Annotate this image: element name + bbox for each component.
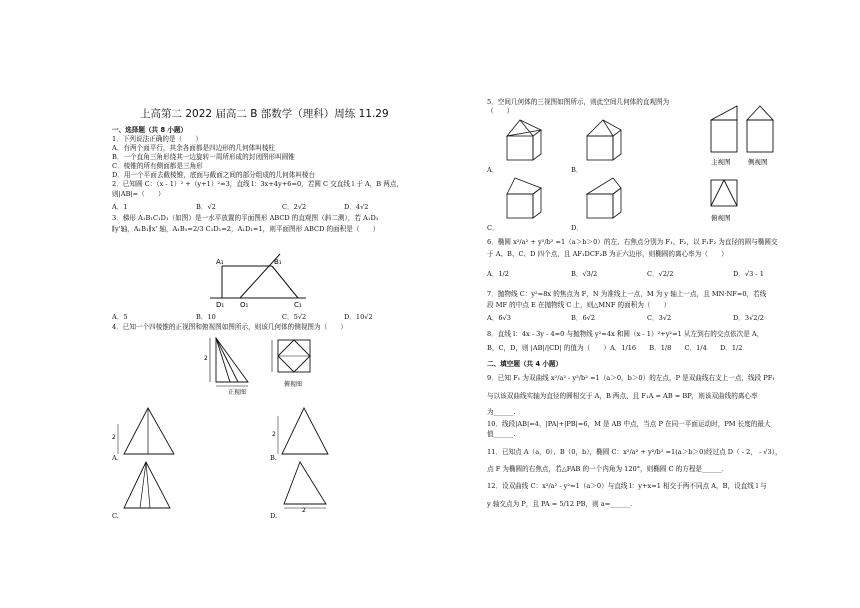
q2-option-b: B．√2	[196, 203, 216, 211]
q3-option-d: D．10√2	[344, 313, 373, 321]
q12-stem-line1: 12．设双曲线 C：x²/a² - y²=1（a＞0）与直线 l：y+x=1 相交于两不同点 A，B，设直线 l 与	[487, 482, 767, 490]
q7-stem-line2: 段 MF 的中点 E 在抛物线 C 上，则△MNF 的面积为（ ）	[487, 301, 671, 309]
q4-option-c-figure	[120, 460, 180, 512]
q11-stem-line1: 11．已知点 A（a，0）、B（0，b），椭圆 C：x²/a² + y²/b² =1(a＞b＞0)经过点 D（ - 2， - √3），	[487, 448, 782, 456]
q5-three-views	[707, 104, 797, 224]
q4-stem: 4．已知一个四棱锥的正视图和俯视图如图所示，则该几何体的侧视图为（ ）	[112, 323, 347, 331]
q9-stem-line3: 为______.	[487, 408, 516, 416]
q7-option-c: C．3√2	[647, 314, 672, 322]
q4-option-b-figure	[272, 406, 338, 458]
q5-option-d-figure	[583, 176, 629, 220]
q4-option-b: B.	[270, 454, 277, 462]
page-title: 上高第二 2022 届高二 B 部数学（理科）周练 11.29	[140, 108, 389, 120]
q1-stem: 1．下列说法正确的是（ ）	[112, 135, 202, 143]
q2-stem-line1: 2．已知圆 C：（x - 1）² +（y+1）²=3，直线 l：3x+4y+6=0，若圆 C 交直线 l 于 A，B 两点，	[112, 180, 404, 188]
q6-option-d: D．√3 - 1	[733, 270, 764, 278]
front-view-label: 正视图	[228, 389, 247, 396]
q7-option-a: A．6√3	[487, 314, 511, 322]
label-a1: A₁	[216, 258, 224, 266]
q5-option-d: D．	[571, 224, 583, 232]
q10-stem-line1: 10．线段|AB|=4，|PA|+|PB|=6，M 是 AB 中点，当点 P 在同一平面运动时，PM 长度的最大	[487, 420, 771, 428]
q5-option-a: A．	[487, 166, 499, 174]
q11-stem-line2: 点 F 为椭圆的右焦点，若△FAB 的一个内角为 120°，则椭圆 C 的方程是______.	[487, 465, 724, 473]
q2-option-d: D．4√2	[344, 203, 369, 211]
svg-text:2: 2	[272, 431, 276, 438]
q3-option-c: C．5√2	[282, 313, 307, 321]
q9-stem-line2: 与以该双曲线实轴为直径的圆相交于 A，B 两点，且 F₁A = AB = BP，则该双曲线的离心率	[487, 392, 758, 400]
q7-option-b: B．6√2	[571, 314, 596, 322]
q6-stem-line2: 于 A、B、C、D 四个点，且 AF₁DCF₂B 为正六边形，则椭圆的离心率为（ ）	[487, 250, 728, 258]
q2-stem-line2: 则|AB|=（ ）	[112, 190, 165, 198]
q2-option-a: A．1	[112, 203, 128, 211]
q8-stem-line1: 8．直线 l：4x - 3y - 4=0 与抛物线 y²=4x 和圆（x - 1）²+y²=1 从左到右的交点依次是 A，	[487, 330, 764, 338]
section-fill: 二、填空题（共 4 小题）	[487, 360, 563, 368]
q5-option-c-figure	[503, 176, 549, 220]
label-b1: B₁	[274, 258, 282, 266]
q3-option-b: B．10	[196, 313, 216, 321]
q4-option-c: C.	[112, 512, 119, 520]
q5-option-a-figure	[503, 118, 549, 162]
main-view-label: 主视图	[711, 158, 731, 166]
q10-stem-line2: 值______.	[487, 430, 516, 438]
trapezoid-right-edge	[272, 266, 298, 298]
q3-trapezoid-figure	[210, 254, 320, 308]
q2-option-c: C．2√2	[282, 203, 307, 211]
q8-stem-line2: B，C，D，则 |AB|/|CD| 的值为（ ）A．1/16 B．1/8 C．1/4 D．1/2	[487, 344, 743, 352]
q4-option-a: A.	[112, 454, 119, 462]
q1-option-b: B．一个直角三角形绕其一边旋转一周所形成的封闭图形叫圆锥	[112, 153, 295, 161]
label-o1: O₁	[240, 301, 249, 309]
q4-front-view	[204, 336, 258, 396]
svg-text:2: 2	[302, 507, 306, 514]
q9-stem-line1: 9．已知 F₁ 为双曲线 x²/a² - y²/b² =1（a＞0，b＞0）的左点，P 是双曲线右支上一点，线段 PF₁	[487, 374, 775, 382]
q7-option-d: D．3√2/2	[733, 314, 764, 322]
q1-option-c: C．棱锥的所有侧面都是三角形	[112, 162, 203, 170]
q6-stem-line1: 6．椭圆 x²/a² + y²/b² =1（a＞b＞0）的左、右焦点分别为 F₁、F₂，以 F₁F₂ 为直径的圆与椭圆交	[487, 238, 778, 246]
q4-option-d-figure	[278, 460, 338, 512]
top-view-label: 俯视图	[284, 381, 303, 388]
q7-stem-line1: 7．抛物线 C：y²=8x 的焦点为 F，N 为准线上一点，M 为 y 轴上一点，且 MN·NF=0，若线	[487, 290, 767, 298]
q5-stem-line2: （ ）	[487, 107, 514, 115]
q4-top-view	[270, 336, 320, 396]
q1-option-d: D．用一个平面去截棱锥，底面与截面之间的部分组成的几何体叫棱台	[112, 171, 316, 179]
q5-option-c: C．	[487, 224, 499, 232]
q3-stem-line2: ∥y'轴，A₁B₁∥x' 轴，A₁B₁=2/3 C₁D₁=2，A₁D₁=1，则平面图形 ABCD 的面积是（ ）	[112, 225, 380, 233]
q1-option-a: A．有两个面平行，其余各面都是四边形的几何体叫棱柱	[112, 144, 276, 152]
q4-option-d: D.	[270, 512, 278, 520]
q4-option-a-figure	[112, 406, 180, 458]
q5-option-b: B．	[571, 166, 583, 174]
top-view-label: 俯视图	[711, 214, 731, 222]
label-d1: D₁	[216, 301, 225, 309]
q3-stem-line1: 3．梯形 A₁B₁C₁D₁（如图）是一水平放置的平面图形 ABCD 的直观图（斜二测），若 A₁D₁	[112, 214, 379, 222]
label-c1: C₁	[294, 301, 302, 309]
section-choice: 一、选择题（共 8 小题）	[112, 126, 188, 134]
q5-stem-line1: 5．空间几何体的三视图如图所示，则此空间几何体的直观图为	[487, 98, 670, 106]
side-view-label: 侧视图	[748, 158, 768, 166]
q12-stem-line2: y 轴交点为 P，且 PA = 5/12 PB，则 a=______.	[487, 500, 633, 508]
q3-option-a: A．5	[112, 313, 128, 321]
svg-text:2: 2	[204, 355, 208, 362]
q5-option-b-figure	[583, 118, 629, 162]
svg-text:2: 2	[112, 434, 116, 441]
q6-option-a: A．1/2	[487, 270, 509, 278]
q6-option-b: B．√3/2	[571, 270, 598, 278]
q6-option-c: C．√2/2	[647, 270, 674, 278]
